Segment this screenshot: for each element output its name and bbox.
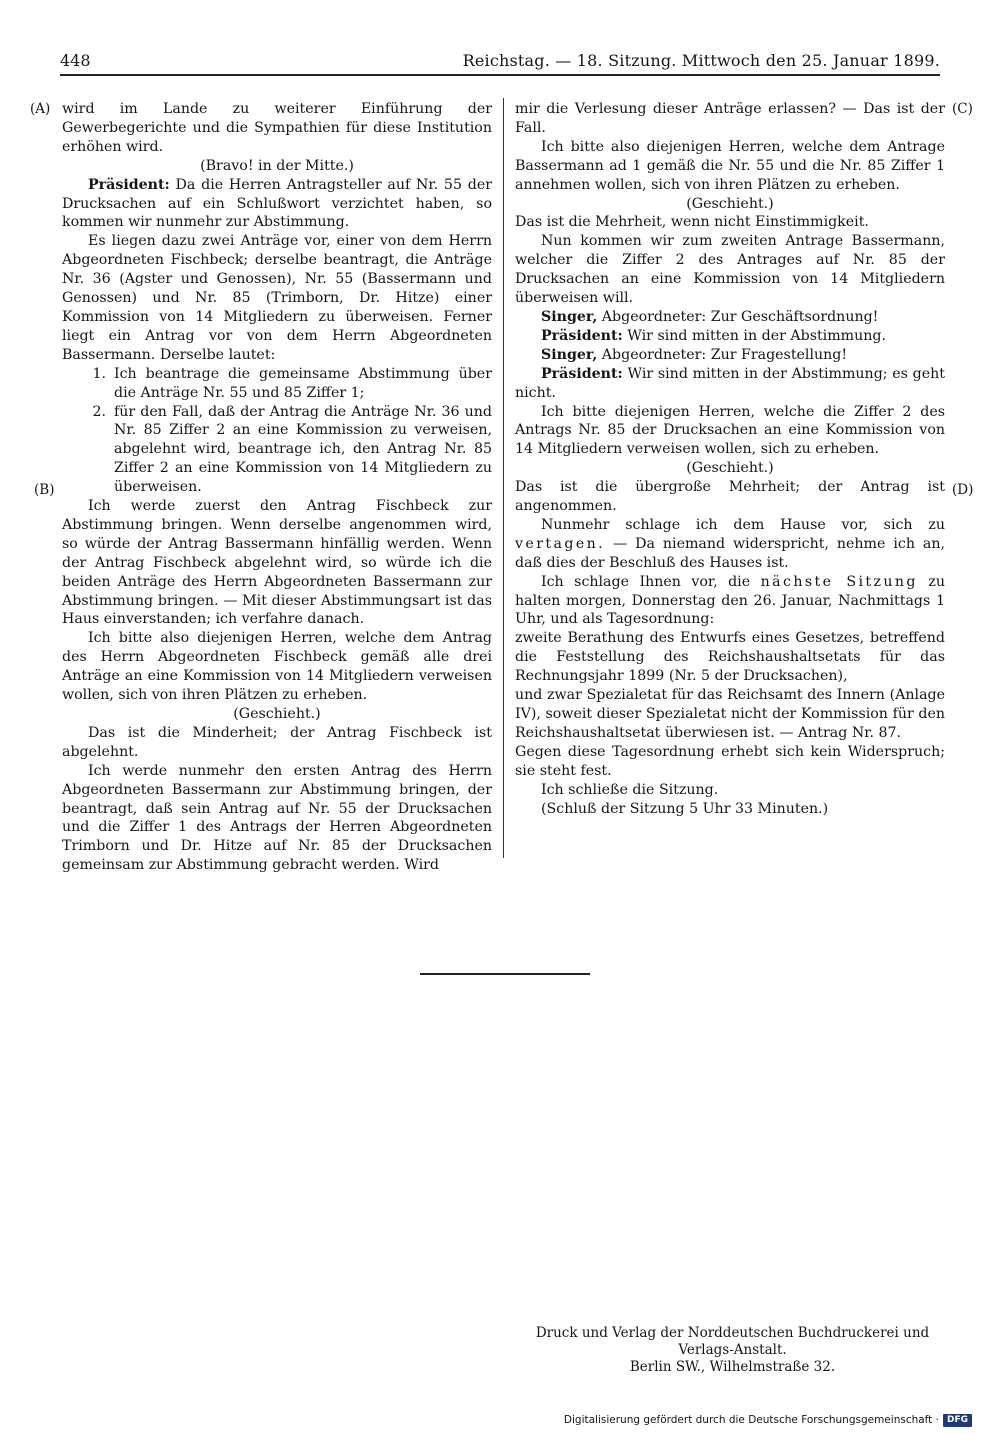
list-text: für den Fall, daß der Antrag die Anträge Nr. 36 und Nr. 85 Ziffer 2 an eine Kommission zu verweisen, abgelehnt wird, beantrage ich, den Antrag Nr. 85 Ziffer 2 an eine Kommission von 14 Mitgliedern zu überweisen. — [114, 403, 492, 496]
right-column — [515, 100, 945, 818]
paragraph — [515, 516, 945, 573]
speech-paragraph — [62, 176, 492, 233]
list-text: Ich beantrage die gemeinsame Abstimmung über die Anträge Nr. 55 und 85 Ziffer 1; — [114, 365, 492, 401]
speech-text: Abgeordneter: Zur Geschäftsordnung! — [597, 308, 879, 325]
closing-note: (Schluß der Sitzung 5 Uhr 33 Minuten.) — [541, 800, 829, 817]
digitization-footer — [564, 1412, 972, 1428]
margin-marker-d: (D) — [952, 482, 974, 498]
text-run: Nunmehr schlage ich dem Hause vor, sich zu — [541, 516, 945, 533]
list-item — [62, 365, 492, 403]
running-title: Reichstag. — 18. Sitzung. Mittwoch den 25. Januar 1899. — [462, 51, 940, 70]
paragraph: Ich werde nunmehr den ersten Antrag des Herrn Abgeordneten Bassermann zur Abstimmung bringen, der beantragt, daß sein Antrag auf Nr. 55 der Drucksachen und die Ziffer 1 des Antrags der Herren Abgeordneten Trimborn und Dr. Hitze auf Nr. 85 der Drucksachen gemeinsam zur Abstimmung gebracht werden. Wird — [62, 762, 492, 874]
text-run: Ich schlage Ihnen vor, die — [541, 573, 761, 590]
speech-paragraph — [515, 365, 945, 403]
speech-paragraph — [515, 346, 945, 365]
paragraph: Das ist die Minderheit; der Antrag Fischbeck ist abgelehnt. — [62, 724, 492, 760]
speech-text: Wir sind mitten in der Abstimmung; es geht nicht. — [515, 365, 945, 401]
paragraph: Das ist die übergroße Mehrheit; der Antrag ist angenommen. — [515, 479, 945, 515]
header-rule — [60, 74, 940, 76]
interjection: (Geschieht.) — [233, 706, 321, 722]
imprint-line: Druck und Verlag der Norddeutschen Buchdruckerei und Verlags-Anstalt. — [535, 1325, 930, 1358]
column-divider — [503, 98, 504, 858]
paragraph: Ich schließe die Sitzung. — [541, 781, 719, 798]
paragraph: Ich bitte also diejenigen Herren, welche dem Antrag des Herrn Abgeordneten Fischbeck gemäß alle drei Anträge an eine Kommission von 14 Mitgliedern verweisen wollen, sich von ihren Plätzen zu erheben. — [62, 630, 492, 704]
speaker-name: Singer, — [541, 308, 598, 325]
margin-marker-a: (A) — [30, 101, 51, 117]
margin-marker-c: (C) — [952, 101, 973, 117]
list-number: 2. — [92, 403, 106, 420]
interjection: (Geschieht.) — [686, 195, 774, 212]
paragraph: Das ist die Mehrheit, wenn nicht Einstimmigkeit. — [515, 214, 869, 231]
text-run: zu halten morgen, Donnerstag den 26. Januar, Nachmittags 1 Uhr, und als Tagesordnung: — [515, 573, 946, 628]
paragraph: wird im Lande zu weiterer Einführung der Gewerbegerichte und die Sympathien für diese Institution erhöhen wird. — [62, 101, 492, 155]
list-item — [62, 403, 492, 498]
interjection: (Bravo! in der Mitte.) — [200, 157, 354, 174]
speaker-name: Präsident: — [88, 176, 170, 193]
emphasis-spaced: nächste Sitzung — [760, 573, 918, 590]
paragraph: Ich bitte diejenigen Herren, welche die Ziffer 2 des Antrags Nr. 85 der Drucksachen an eine Kommission von 14 Mitgliedern verweisen wollen, sich zu erheben. — [515, 403, 945, 458]
paragraph: Nun kommen wir zum zweiten Antrage Bassermann, welcher die Ziffer 2 des Antrages auf Nr. 85 der Drucksachen an eine Kommission von 14 Mitgliedern überweisen will. — [515, 233, 945, 307]
page-header — [60, 50, 940, 72]
paragraph: Gegen diese Tagesordnung erhebt sich kein Widerspruch; sie steht fest. — [515, 743, 945, 779]
page-number: 448 — [60, 51, 91, 70]
margin-marker-b: (B) — [34, 482, 55, 498]
emphasis-spaced: vertagen. — [515, 535, 606, 552]
agenda-item: und zwar Spezialetat für das Reichsamt des Innern (Anlage IV), soweit dieser Spezialetat nicht der Kommission für den Reichshaushaltsetat überwiesen ist. — Antrag Nr. 87. — [515, 687, 945, 741]
imprint-line: Berlin SW., Wilhelmstraße 32. — [629, 1359, 836, 1375]
printer-imprint — [515, 1325, 950, 1376]
text-run: — Da niemand widerspricht, nehme ich an, daß dies der Beschluß des Hauses ist. — [515, 535, 945, 571]
left-column — [62, 100, 492, 875]
speech-text: Wir sind mitten in der Abstimmung. — [622, 327, 886, 344]
speech-paragraph — [515, 327, 945, 346]
paragraph: Ich werde zuerst den Antrag Fischbeck zur Abstimmung bringen. Wenn derselbe angenommen wird, so würde der Antrag Bassermann hinfällig werden. Wenn der Antrag Fischbeck abgelehnt wird, so würde ich die beiden Anträge des Herrn Abgeordneten Bassermann zur Abstimmung bringen. — Mit dieser Abstimmungsart ist das Haus einverstanden; ich verfahre danach. — [62, 498, 492, 628]
speech-paragraph — [515, 308, 945, 327]
dfg-logo-icon: DFG — [943, 1414, 972, 1427]
paragraph — [515, 573, 945, 630]
speaker-name: Präsident: — [541, 327, 623, 344]
agenda-item: zweite Berathung des Entwurfs eines Gesetzes, betreffend die Feststellung des Reichshaushaltsetats für das Rechnungsjahr 1899 (Nr. 5 der Drucksachen), — [515, 630, 945, 685]
speaker-name: Präsident: — [541, 365, 623, 382]
paragraph: Ich bitte also diejenigen Herren, welche dem Antrage Bassermann ad 1 gemäß die Nr. 55 und die Nr. 85 Ziffer 1 annehmen wollen, sich von ihren Plätzen zu erheben. — [515, 138, 945, 193]
paragraph: Es liegen dazu zwei Anträge vor, einer von dem Herrn Abgeordneten Fischbeck; derselbe beantragt, die Anträge Nr. 36 (Agster und Genossen), Nr. 55 (Bassermann und Genossen) und Nr. 85 (Trimborn, Dr. Hitze) einer Kommission von 14 Mitgliedern zu überweisen. Ferner liegt ein Antrag vor von dem Herrn Abgeordneten Bassermann. Derselbe lautet: — [62, 233, 492, 363]
section-divider — [420, 973, 590, 975]
speech-text: Da die Herren Antragsteller auf Nr. 55 der Drucksachen auf ein Schlußwort verzichtet haben, so kommen wir nunmehr zur Abstimmung. — [62, 176, 492, 231]
speaker-name: Singer, — [541, 346, 598, 363]
speech-text: Abgeordneter: Zur Fragestellung! — [597, 346, 848, 363]
funding-note: Digitalisierung gefördert durch die Deutsche Forschungsgemeinschaft · — [563, 1414, 939, 1426]
list-number: 1. — [92, 365, 106, 382]
interjection: (Geschieht.) — [686, 460, 774, 477]
paragraph: mir die Verlesung dieser Anträge erlassen? — Das ist der Fall. — [515, 101, 945, 136]
